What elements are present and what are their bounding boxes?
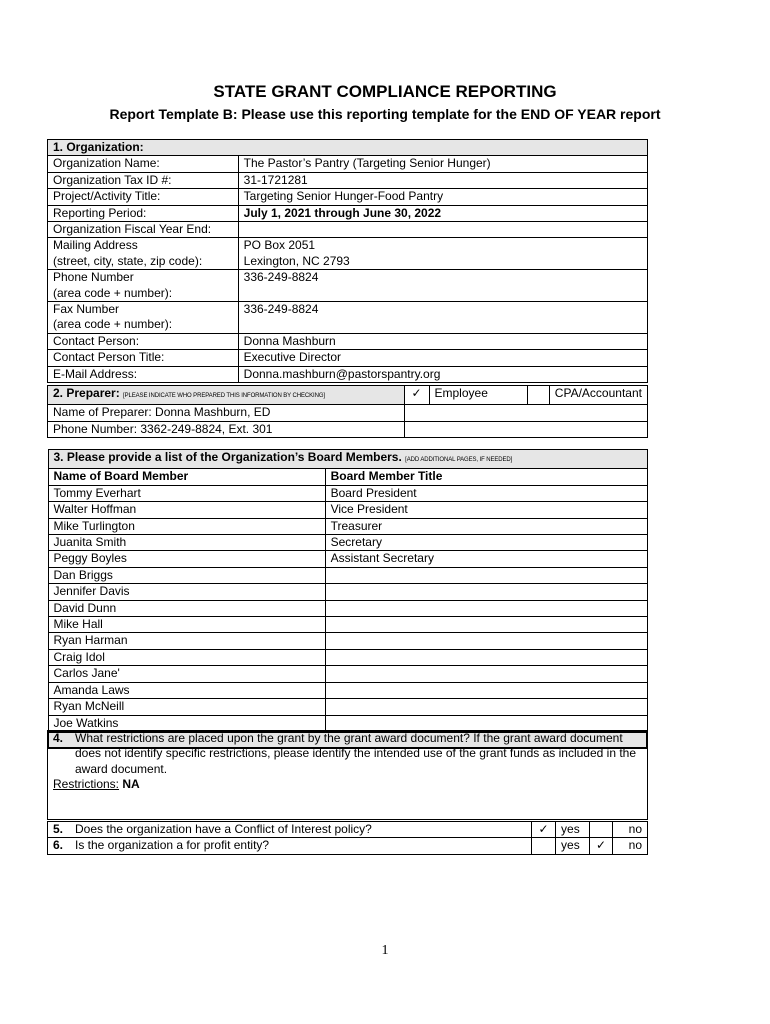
board-member-name: Joe Watkins — [48, 715, 325, 732]
phone-label — [48, 270, 239, 302]
board-title-header: Board Member Title — [325, 469, 647, 485]
table-row — [48, 485, 647, 501]
table-row — [48, 666, 647, 682]
employee-option: Employee — [429, 386, 527, 405]
fax-label-line1: Fax Number — [53, 302, 120, 317]
contact-person-label: Contact Person: — [48, 333, 239, 349]
board-member-name: Walter Hoffman — [48, 502, 325, 518]
coi-yes-label: yes — [556, 822, 590, 838]
fax-label-line2: (area code + number): — [53, 317, 173, 332]
board-member-title: Vice President — [325, 502, 647, 518]
profit-yes-label: yes — [556, 838, 590, 854]
mailing-address-label-line2: (street, city, state, zip code): — [53, 253, 203, 268]
section4-question: What restrictions are placed upon the grant by the grant award document? If the grant award document does not identify specific restrictions, please identify the intended use of the grant funds as included in the award document. — [75, 731, 637, 776]
board-member-title: Board President — [325, 485, 647, 501]
coi-yes-checkbox[interactable]: ✓ — [532, 822, 556, 838]
profit-no-label: no — [612, 838, 647, 854]
fax-value: 336-249-8824 — [238, 302, 647, 334]
mailing-address-value — [238, 238, 647, 270]
table-row — [48, 584, 647, 600]
board-member-name: Mike Turlington — [48, 518, 325, 534]
profit-yes-checkbox[interactable] — [532, 838, 556, 854]
table-row — [48, 567, 647, 583]
board-member-name: Carlos Jane' — [48, 666, 325, 682]
board-member-title: Treasurer — [325, 518, 647, 534]
board-member-title — [325, 633, 647, 649]
mailing-address-line2: Lexington, NC 2793 — [243, 253, 350, 268]
section3-note: [ADD ADDITIONAL PAGES, IF NEEDED] — [405, 457, 513, 463]
cpa-checkbox[interactable] — [527, 386, 549, 405]
page-subtitle: Report Template B: Please use this reporting template for the END OF YEAR report — [109, 106, 661, 122]
fiscal-year-end-label: Organization Fiscal Year End: — [48, 222, 239, 238]
contact-title-label: Contact Person Title: — [48, 350, 239, 366]
board-name-header: Name of Board Member — [48, 469, 325, 485]
table-row — [48, 633, 647, 649]
board-member-title — [325, 584, 647, 600]
section5-question: Does the organization have a Conflict of Interest policy? — [75, 822, 372, 836]
board-member-name: Peggy Boyles — [48, 551, 325, 567]
organization-table — [47, 139, 648, 383]
board-member-title — [325, 600, 647, 616]
board-member-name: Ryan Harman — [48, 633, 325, 649]
page-number: 1 — [381, 943, 389, 958]
section2-note: [PLEASE INDICATE WHO PREPARED THIS INFORMATION BY CHECKING] — [123, 393, 325, 399]
page-title: STATE GRANT COMPLIANCE REPORTING — [213, 82, 557, 101]
section3-heading-cell — [48, 450, 647, 469]
preparer-phone: Phone Number: 3362-249-8824, Ext. 301 — [48, 421, 405, 437]
board-member-title: Assistant Secretary — [325, 551, 647, 567]
board-member-name: Juanita Smith — [48, 535, 325, 551]
org-name-value: The Pastor’s Pantry (Targeting Senior Hunger) — [238, 156, 647, 172]
section6-number: 6. — [53, 838, 64, 853]
section2-heading: 2. Preparer: — [53, 386, 120, 400]
fiscal-year-end-value — [238, 222, 647, 238]
employee-checkbox[interactable]: ✓ — [404, 386, 429, 405]
contact-title-value: Executive Director — [238, 350, 647, 366]
restrictions-label: Restrictions: — [53, 777, 120, 792]
board-member-name: Craig Idol — [48, 649, 325, 665]
restrictions-question-cell — [48, 731, 648, 820]
section6-question: Is the organization a for profit entity? — [75, 838, 270, 853]
tax-id-value: 31-1721281 — [238, 172, 647, 188]
board-member-title — [325, 567, 647, 583]
email-label: E-Mail Address: — [48, 366, 239, 382]
board-member-title — [325, 617, 647, 633]
preparer-table — [47, 385, 648, 438]
policy-table — [47, 821, 648, 855]
section4-number: 4. — [53, 731, 64, 745]
board-member-name: David Dunn — [48, 600, 325, 616]
table-row — [48, 649, 647, 665]
table-row — [48, 551, 647, 567]
cpa-option: CPA/Accountant — [549, 386, 647, 405]
mailing-address-line1: PO Box 2051 — [243, 238, 316, 253]
mailing-address-label-line1: Mailing Address — [53, 238, 138, 253]
email-value: Donna.mashburn@pastorspantry.org — [238, 366, 647, 382]
profit-no-checkbox[interactable]: ✓ — [590, 838, 613, 854]
tax-id-label: Organization Tax ID #: — [48, 172, 239, 188]
coi-no-checkbox[interactable] — [590, 822, 613, 838]
section5-number: 5. — [53, 822, 64, 836]
fax-label — [48, 302, 239, 334]
board-member-name: Ryan McNeill — [48, 699, 325, 715]
reporting-period-label: Reporting Period: — [48, 205, 239, 221]
org-name-label: Organization Name: — [48, 156, 239, 172]
section5-cell — [48, 822, 532, 838]
board-member-name: Mike Hall — [48, 617, 325, 633]
board-member-title — [325, 649, 647, 665]
board-member-name: Dan Briggs — [48, 567, 325, 583]
phone-label-line1: Phone Number — [53, 270, 134, 285]
board-member-name: Amanda Laws — [48, 682, 325, 698]
board-member-title — [325, 699, 647, 715]
table-row — [48, 518, 647, 534]
restrictions-table — [47, 730, 648, 820]
preparer-blank-2 — [404, 421, 647, 437]
preparer-heading-cell — [48, 386, 405, 405]
board-members-table — [47, 449, 648, 749]
table-row — [48, 502, 647, 518]
restrictions-value: NA — [122, 777, 140, 792]
project-title-label: Project/Activity Title: — [48, 189, 239, 205]
mailing-address-label — [48, 238, 239, 270]
phone-label-line2: (area code + number): — [53, 285, 173, 300]
board-member-name: Tommy Everhart — [48, 485, 325, 501]
preparer-blank — [404, 405, 647, 421]
reporting-period-value: July 1, 2021 through June 30, 2022 — [238, 205, 647, 221]
board-member-title — [325, 682, 647, 698]
preparer-name: Name of Preparer: Donna Mashburn, ED — [48, 405, 405, 421]
table-row — [48, 699, 647, 715]
phone-value: 336-249-8824 — [238, 270, 647, 302]
table-row — [48, 535, 647, 551]
board-member-title — [325, 666, 647, 682]
coi-no-label: no — [612, 822, 647, 838]
board-member-name: Jennifer Davis — [48, 584, 325, 600]
section6-cell — [48, 838, 532, 854]
table-row — [48, 600, 647, 616]
table-row — [48, 682, 647, 698]
board-member-title: Secretary — [325, 535, 647, 551]
section3-heading: 3. Please provide a list of the Organization’s Board Members. — [53, 450, 402, 464]
table-row — [48, 617, 647, 633]
section1-heading: 1. Organization: — [48, 140, 648, 156]
project-title-value: Targeting Senior Hunger-Food Pantry — [238, 189, 647, 205]
contact-person-value: Donna Mashburn — [238, 333, 647, 349]
